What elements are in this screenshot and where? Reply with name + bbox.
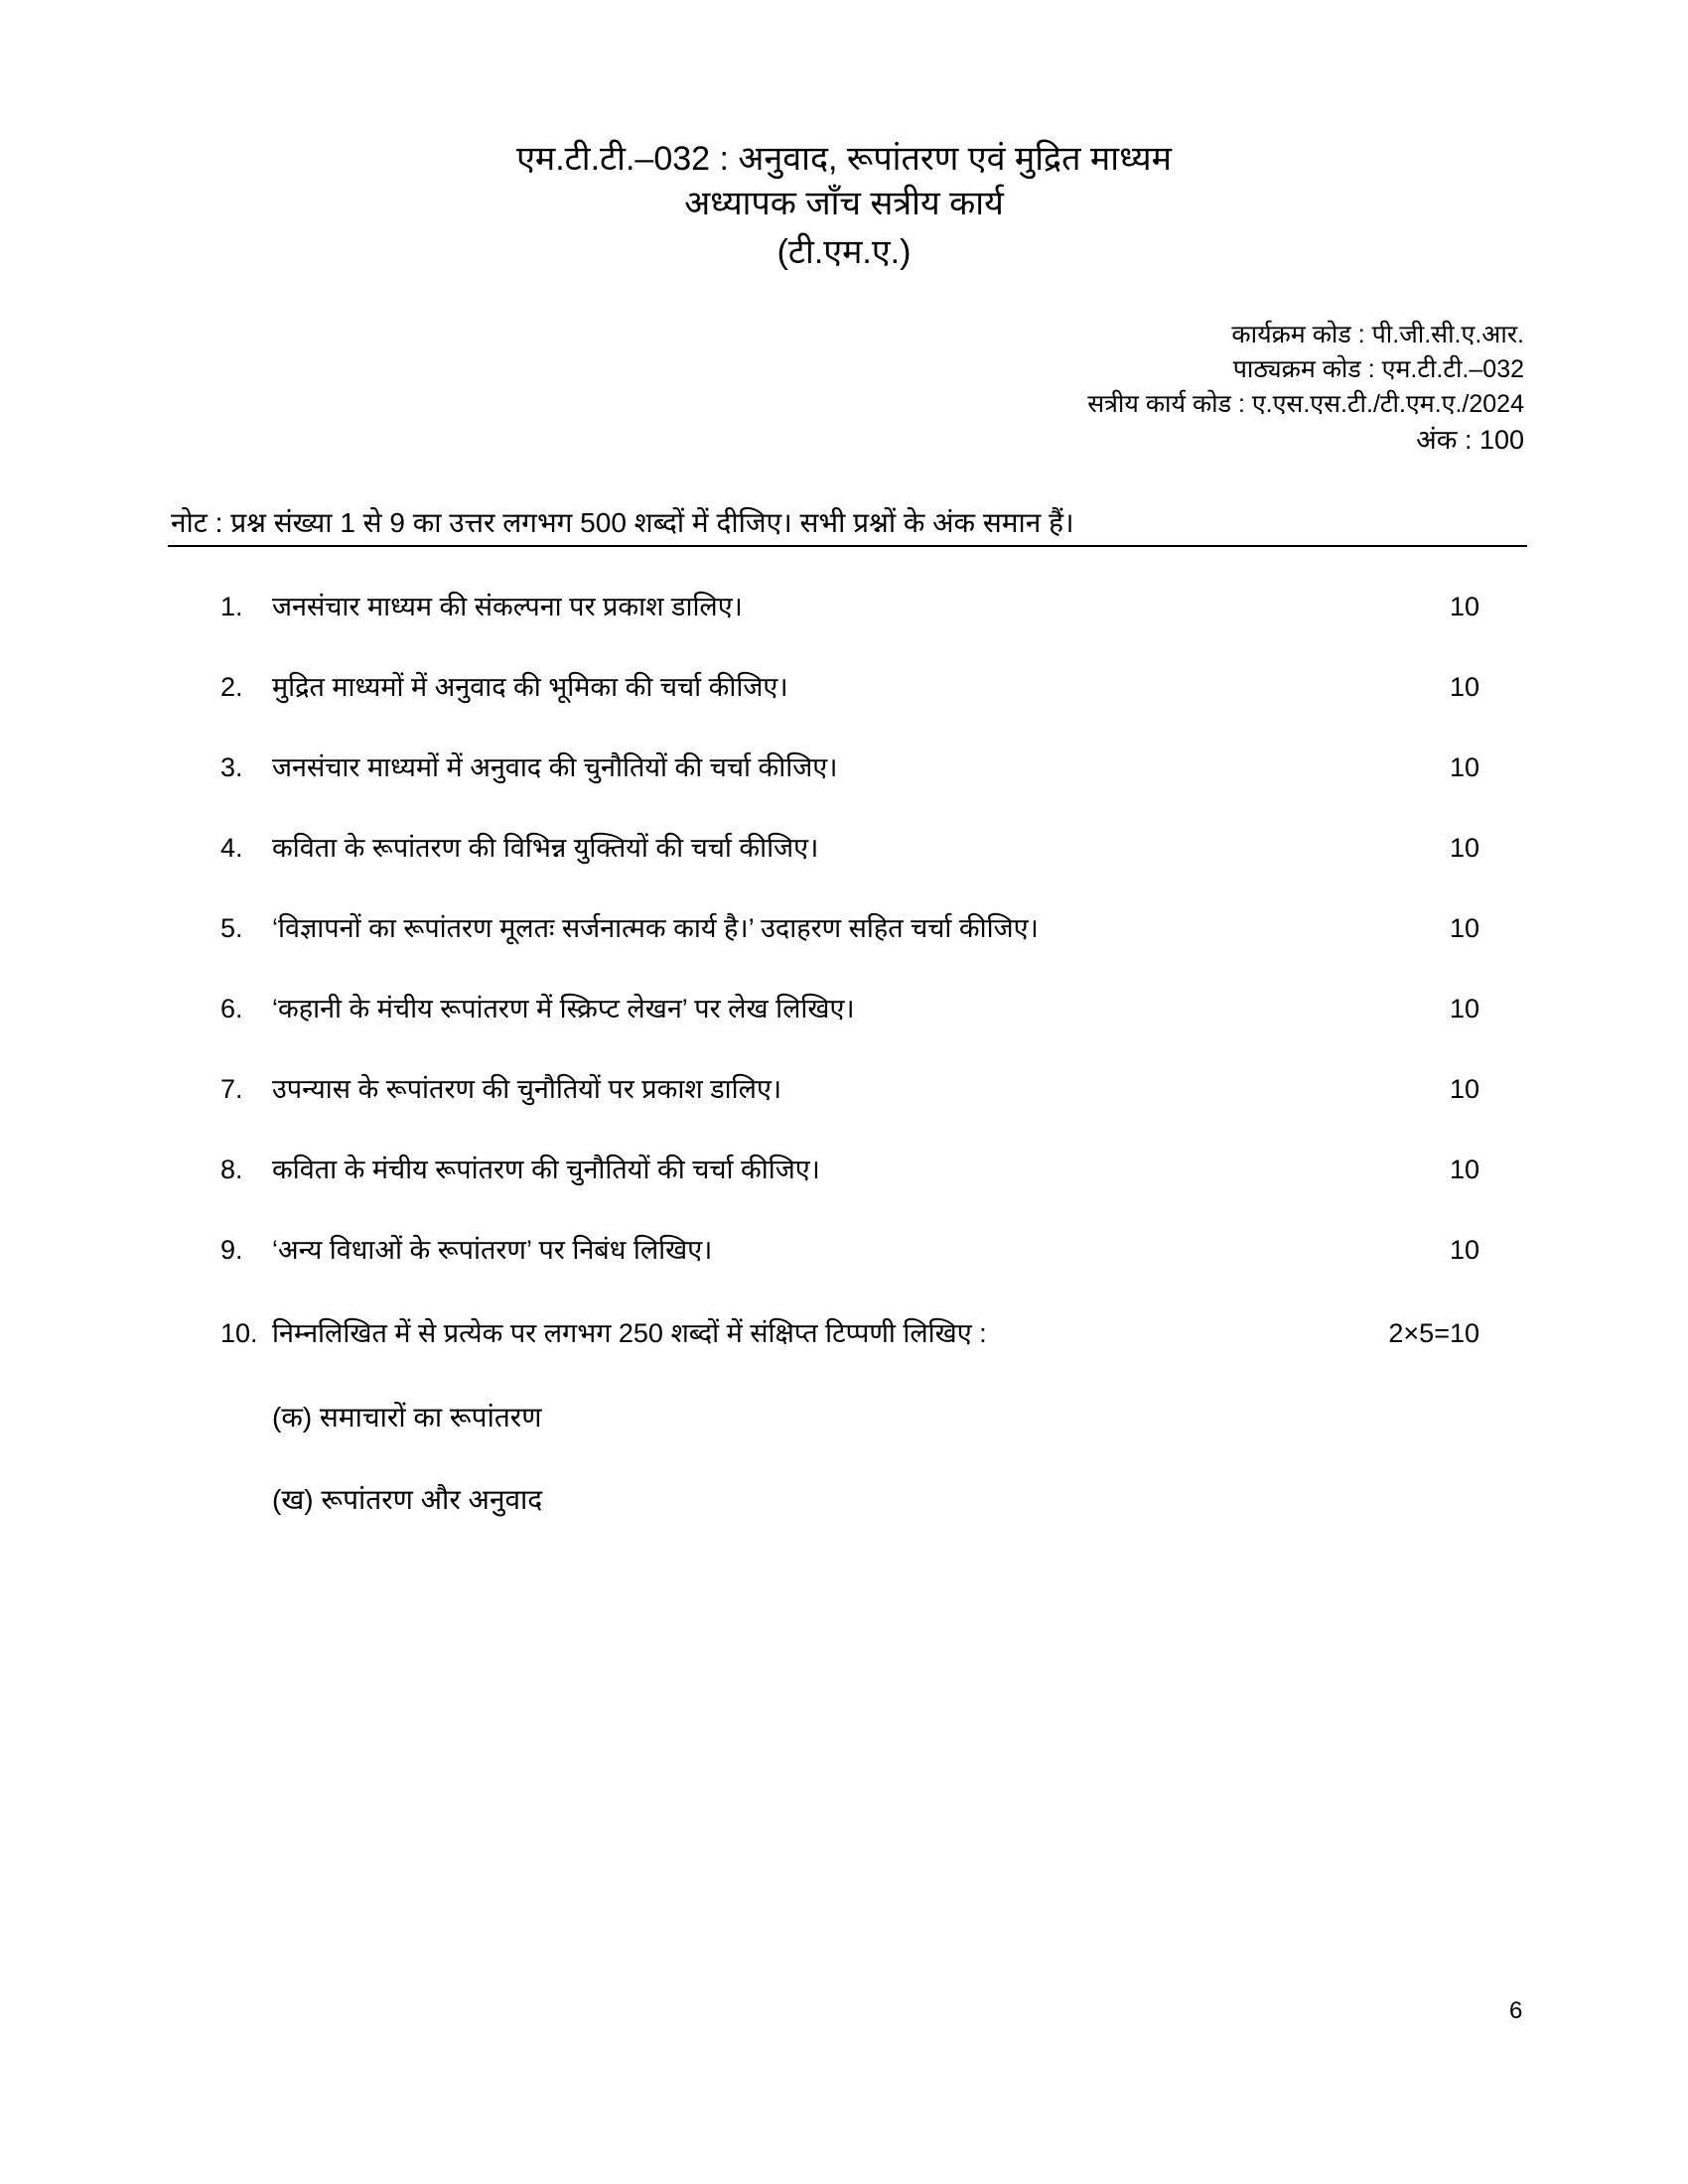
question-row bbox=[0, 1069, 1688, 1109]
question-marks: 10 bbox=[1449, 1235, 1479, 1265]
title-line-1: एम.टी.टी.–032 : अनुवाद, रूपांतरण एवं मुद्रित माध्यम bbox=[516, 140, 1172, 178]
question-number: 4. bbox=[220, 833, 243, 863]
question-row bbox=[0, 587, 1688, 626]
page-number: 6 bbox=[1509, 1997, 1523, 2024]
total-marks: अंक : 100 bbox=[1416, 425, 1524, 455]
program-code: कार्यक्रम कोड : पी.जी.सी.ए.आर. bbox=[1231, 321, 1524, 348]
assignment-code: सत्रीय कार्य कोड : ए.एस.एस.टी./टी.एम.ए./2024 bbox=[1087, 390, 1524, 418]
question-text: कविता के मंचीय रूपांतरण की चुनौतियों की चर्चा कीजिए। bbox=[272, 1155, 820, 1184]
question-marks: 10 bbox=[1449, 913, 1479, 943]
question-row bbox=[0, 1313, 1688, 1353]
question-number: 1. bbox=[220, 592, 243, 621]
question-text: मुद्रित माध्यमों में अनुवाद की भूमिका की चर्चा कीजिए। bbox=[272, 672, 788, 702]
sub-item-ka: (क) समाचारों का रूपांतरण bbox=[272, 1402, 542, 1433]
course-code: पाठ्यक्रम कोड : एम.टी.टी.–032 bbox=[1232, 355, 1524, 383]
question-marks: 10 bbox=[1449, 672, 1479, 702]
sub-item-kha: (ख) रूपांतरण और अनुवाद bbox=[272, 1484, 543, 1515]
question-text: ‘अन्य विधाओं के रूपांतरण’ पर निबंध लिखिए। bbox=[272, 1235, 713, 1265]
question-text: उपन्यास के रूपांतरण की चुनौतियों पर प्रकाश डालिए। bbox=[272, 1074, 782, 1104]
question-marks: 10 bbox=[1449, 1155, 1479, 1184]
question-row bbox=[0, 828, 1688, 868]
question-number: 5. bbox=[220, 913, 243, 943]
question-marks: 10 bbox=[1449, 1074, 1479, 1104]
question-number: 2. bbox=[220, 672, 243, 702]
question-text: जनसंचार माध्यम की संकल्पना पर प्रकाश डालिए। bbox=[272, 592, 743, 621]
question-row bbox=[0, 1230, 1688, 1270]
question-number: 8. bbox=[220, 1155, 243, 1184]
question-row bbox=[0, 908, 1688, 948]
question-row bbox=[0, 989, 1688, 1028]
question-number: 7. bbox=[220, 1074, 243, 1104]
question-row bbox=[0, 748, 1688, 787]
instruction-note: नोट : प्रश्न संख्या 1 से 9 का उत्तर लगभग 500 शब्दों में दीजिए। सभी प्रश्नों के अंक समान हैं। bbox=[171, 507, 1074, 538]
title-line-3: (टी.एम.ए.) bbox=[776, 233, 912, 271]
question-marks: 10 bbox=[1449, 994, 1479, 1024]
question-row bbox=[0, 667, 1688, 707]
title-line-2: अध्यापक जाँच सत्रीय कार्य bbox=[684, 185, 1004, 222]
question-text: निम्नलिखित में से प्रत्येक पर लगभग 250 शब्दों में संक्षिप्त टिप्पणी लिखिए : bbox=[272, 1318, 987, 1348]
question-marks: 2×5=10 bbox=[1388, 1318, 1479, 1348]
question-text: जनसंचार माध्यमों में अनुवाद की चुनौतियों की चर्चा कीजिए। bbox=[272, 752, 838, 782]
question-marks: 10 bbox=[1449, 752, 1479, 782]
question-row bbox=[0, 1150, 1688, 1189]
question-text: कविता के रूपांतरण की विभिन्न युक्तियों की चर्चा कीजिए। bbox=[272, 833, 819, 863]
divider bbox=[168, 545, 1527, 547]
question-number: 9. bbox=[220, 1235, 243, 1265]
question-text: ‘विज्ञापनों का रूपांतरण मूलतः सर्जनात्मक कार्य है।’ उदाहरण सहित चर्चा कीजिए। bbox=[272, 913, 1039, 943]
question-number: 3. bbox=[220, 752, 243, 782]
question-number: 6. bbox=[220, 994, 243, 1024]
question-marks: 10 bbox=[1449, 833, 1479, 863]
question-number: 10. bbox=[220, 1318, 258, 1348]
question-text: ‘कहानी के मंचीय रूपांतरण में स्क्रिप्ट लेखन’ पर लेख लिखिए। bbox=[272, 994, 855, 1024]
question-marks: 10 bbox=[1449, 592, 1479, 621]
